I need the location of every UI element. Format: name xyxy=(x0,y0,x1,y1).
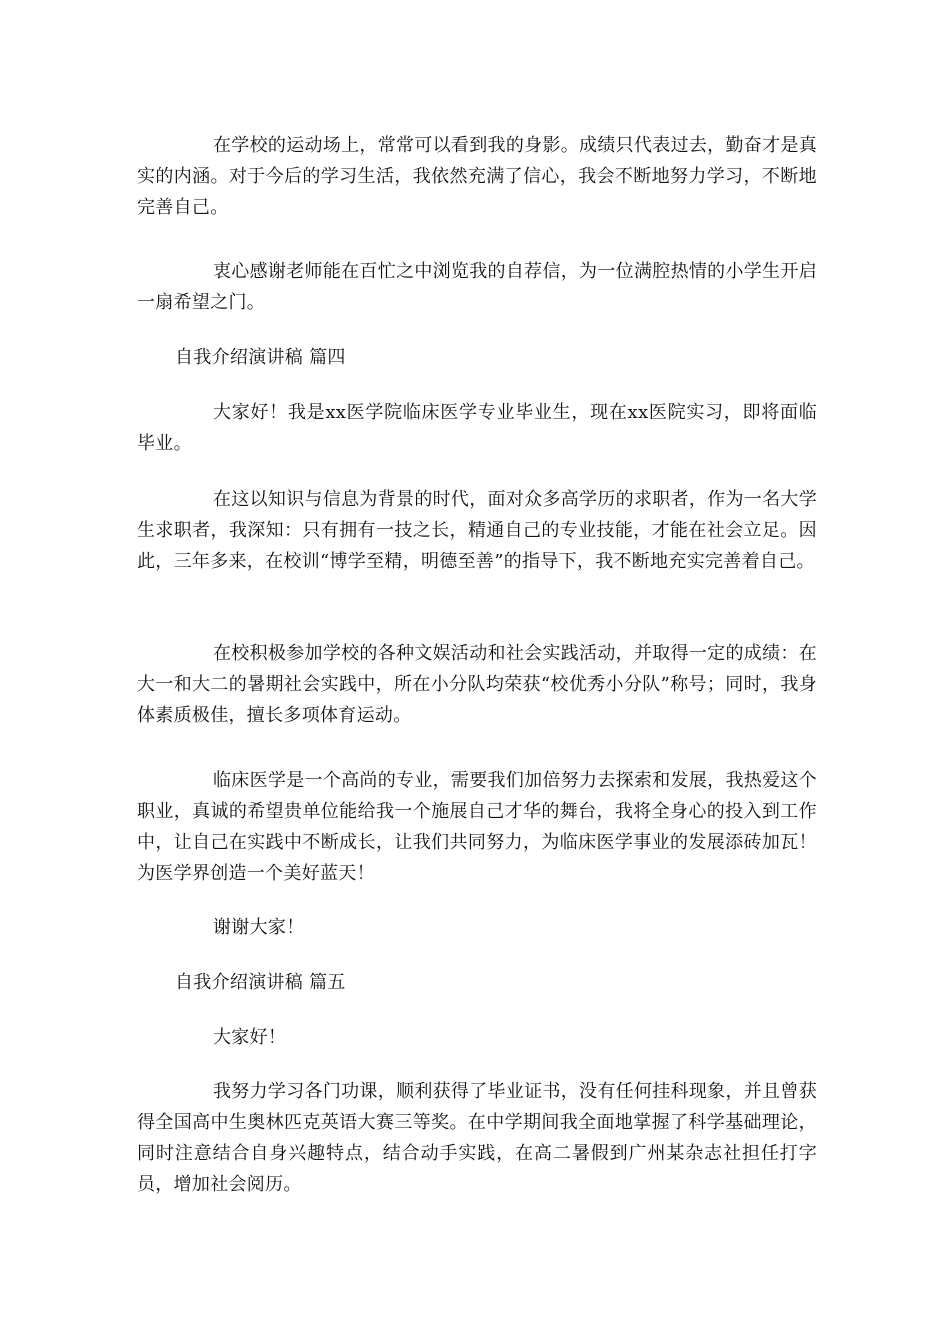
paragraph-5: 在校积极参加学校的各种文娱活动和社会实践活动，并取得一定的成绩：在大一和大二的暑期社会实践中，所在小分队均荣获“校优秀小分队”称号；同时，我身体素质极佳，擅长多项体育运动。 xyxy=(137,643,817,726)
paragraph-4: 在这以知识与信息为背景的时代，面对众多高学历的求职者，作为一名大学生求职者，我深知：只有拥有一技之长，精通自己的专业技能，才能在社会立足。因此，三年多来，在校训“博学至精，明德至善”的指导下，我不断地充实完善着自己。 xyxy=(137,489,817,572)
paragraph-1: 在学校的运动场上，常常可以看到我的身影。成绩只代表过去，勤奋才是真实的内涵。对于今后的学习生活，我依然充满了信心，我会不断地努力学习，不断地完善自己。 xyxy=(137,135,817,218)
paragraph-3: 大家好！我是xx医学院临床医学专业毕业生，现在xx医院实习，即将面临毕业。 xyxy=(137,402,817,454)
section-heading-4: 自我介绍演讲稿 篇四 xyxy=(175,347,346,368)
section-heading-5: 自我介绍演讲稿 篇五 xyxy=(175,972,346,993)
paragraph-8: 大家好！ xyxy=(213,1027,287,1048)
paragraph-2: 衷心感谢老师能在百忙之中浏览我的自荐信，为一位满腔热情的小学生开启一扇希望之门。 xyxy=(137,261,817,313)
paragraph-7: 谢谢大家！ xyxy=(213,917,305,938)
paragraph-9: 我努力学习各门功课，顺利获得了毕业证书，没有任何挂科现象，并且曾获得全国高中生奥林匹克英语大赛三等奖。在中学期间我全面地掌握了科学基础理论，同时注意结合自身兴趣特点，结合动手实践，在高二暑假到广州某杂志社担任打字员，增加社会阅历。 xyxy=(137,1081,817,1195)
paragraph-6: 临床医学是一个高尚的专业，需要我们加倍努力去探索和发展，我热爱这个职业，真诚的希望贵单位能给我一个施展自己才华的舞台，我将全身心的投入到工作中，让自己在实践中不断成长，让我们共同努力，为临床医学事业的发展添砖加瓦！为医学界创造一个美好蓝天！ xyxy=(137,770,817,884)
